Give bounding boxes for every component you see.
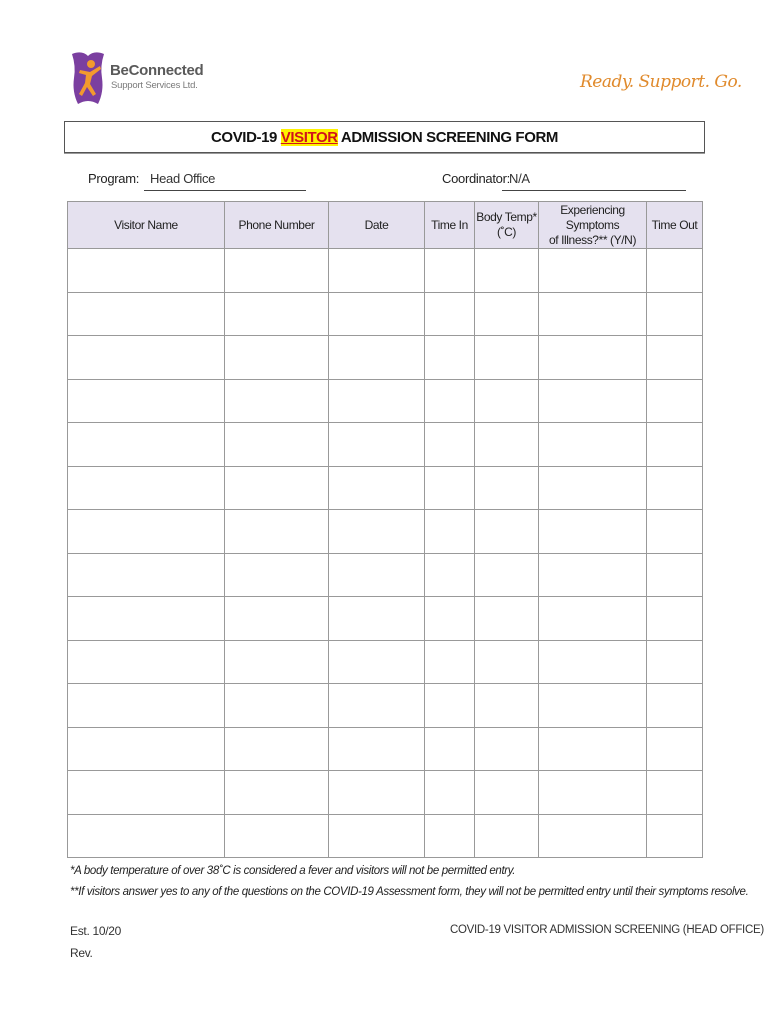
col-time-in: Time In bbox=[425, 202, 475, 249]
table-cell[interactable] bbox=[425, 336, 475, 380]
table-cell[interactable] bbox=[425, 553, 475, 597]
table-cell[interactable] bbox=[475, 510, 539, 554]
col-symptoms: Experiencing Symptoms of Illness?** (Y/N) bbox=[539, 202, 647, 249]
table-cell[interactable] bbox=[225, 466, 329, 510]
table-cell[interactable] bbox=[425, 249, 475, 293]
table-cell[interactable] bbox=[425, 510, 475, 554]
table-cell[interactable] bbox=[225, 249, 329, 293]
table-cell[interactable] bbox=[539, 814, 647, 858]
footer-established: Est. 10/20 bbox=[70, 924, 122, 938]
fever-note: *A body temperature of over 38˚C is considered a fever and visitors will not be permitted entry. bbox=[70, 865, 516, 877]
form-title bbox=[64, 121, 705, 153]
table-cell[interactable] bbox=[329, 771, 425, 815]
table-cell[interactable] bbox=[647, 379, 703, 423]
table-cell[interactable] bbox=[539, 379, 647, 423]
table-cell[interactable] bbox=[475, 727, 539, 771]
table-cell[interactable] bbox=[647, 466, 703, 510]
table-cell[interactable] bbox=[68, 249, 225, 293]
coordinator-label: Coordinator: bbox=[442, 171, 510, 186]
table-cell[interactable] bbox=[475, 640, 539, 684]
table-cell[interactable] bbox=[475, 379, 539, 423]
table-cell[interactable] bbox=[68, 292, 225, 336]
table-cell[interactable] bbox=[475, 597, 539, 641]
table-cell[interactable] bbox=[68, 597, 225, 641]
coordinator-underline bbox=[502, 190, 686, 191]
col-visitor-name: Visitor Name bbox=[68, 202, 225, 249]
footer-revised: Rev. bbox=[70, 946, 93, 960]
table-cell[interactable] bbox=[329, 597, 425, 641]
table-cell[interactable] bbox=[539, 771, 647, 815]
table-cell[interactable] bbox=[225, 336, 329, 380]
table-row bbox=[68, 640, 703, 684]
table-cell[interactable] bbox=[225, 510, 329, 554]
table-cell[interactable] bbox=[539, 553, 647, 597]
table-cell[interactable] bbox=[225, 597, 329, 641]
table-cell[interactable] bbox=[225, 423, 329, 467]
table-cell[interactable] bbox=[539, 423, 647, 467]
col-phone-number: Phone Number bbox=[225, 202, 329, 249]
table-cell[interactable] bbox=[68, 466, 225, 510]
table-row bbox=[68, 510, 703, 554]
slogan: Ready. Support. Go. bbox=[580, 72, 742, 92]
table-row bbox=[68, 597, 703, 641]
table-row bbox=[68, 814, 703, 858]
table-cell[interactable] bbox=[647, 771, 703, 815]
title-suffix: ADMISSION SCREENING FORM bbox=[337, 128, 558, 146]
beconnected-logo-icon bbox=[68, 50, 108, 106]
table-cell[interactable] bbox=[539, 684, 647, 728]
table-cell[interactable] bbox=[475, 336, 539, 380]
table-cell[interactable] bbox=[225, 814, 329, 858]
col-body-temp: Body Temp* (˚C) bbox=[475, 202, 539, 249]
table-cell[interactable] bbox=[475, 466, 539, 510]
table-row bbox=[68, 553, 703, 597]
coordinator-value[interactable]: N/A bbox=[509, 171, 530, 186]
table-cell[interactable] bbox=[475, 771, 539, 815]
table-cell[interactable] bbox=[68, 336, 225, 380]
col-date: Date bbox=[329, 202, 425, 249]
table-cell[interactable] bbox=[647, 727, 703, 771]
table-header-row bbox=[68, 202, 703, 249]
table-cell[interactable] bbox=[68, 640, 225, 684]
table-cell[interactable] bbox=[647, 249, 703, 293]
table-cell[interactable] bbox=[329, 336, 425, 380]
col-time-out: Time Out bbox=[647, 202, 703, 249]
table-cell[interactable] bbox=[647, 553, 703, 597]
table-cell[interactable] bbox=[68, 771, 225, 815]
table-cell[interactable] bbox=[68, 379, 225, 423]
table-cell[interactable] bbox=[425, 466, 475, 510]
table-cell[interactable] bbox=[425, 771, 475, 815]
table-row bbox=[68, 379, 703, 423]
table-cell[interactable] bbox=[225, 727, 329, 771]
footer-document-name: COVID-19 VISITOR ADMISSION SCREENING (HEAD OFFICE) bbox=[450, 924, 764, 936]
table-cell[interactable] bbox=[539, 336, 647, 380]
table-cell[interactable] bbox=[539, 466, 647, 510]
table-cell[interactable] bbox=[329, 423, 425, 467]
table-cell[interactable] bbox=[425, 597, 475, 641]
table-cell[interactable] bbox=[329, 640, 425, 684]
program-underline bbox=[144, 190, 306, 191]
table-cell[interactable] bbox=[425, 423, 475, 467]
table-cell[interactable] bbox=[329, 684, 425, 728]
table-cell[interactable] bbox=[475, 814, 539, 858]
table-cell[interactable] bbox=[475, 249, 539, 293]
table-cell[interactable] bbox=[329, 249, 425, 293]
table-row bbox=[68, 466, 703, 510]
table-cell[interactable] bbox=[225, 379, 329, 423]
table-cell[interactable] bbox=[68, 814, 225, 858]
table-cell[interactable] bbox=[539, 727, 647, 771]
table-cell[interactable] bbox=[425, 379, 475, 423]
table-cell[interactable] bbox=[647, 684, 703, 728]
table-cell[interactable] bbox=[425, 640, 475, 684]
table-row bbox=[68, 423, 703, 467]
table-cell[interactable] bbox=[539, 510, 647, 554]
title-prefix: COVID-19 bbox=[211, 128, 281, 146]
table-row bbox=[68, 249, 703, 293]
table-cell[interactable] bbox=[425, 814, 475, 858]
table-cell[interactable] bbox=[425, 727, 475, 771]
table-cell[interactable] bbox=[425, 684, 475, 728]
table-cell[interactable] bbox=[68, 423, 225, 467]
table-cell[interactable] bbox=[68, 727, 225, 771]
table-cell[interactable] bbox=[647, 814, 703, 858]
table-cell[interactable] bbox=[329, 292, 425, 336]
table-cell[interactable] bbox=[329, 379, 425, 423]
table-cell[interactable] bbox=[329, 814, 425, 858]
table-cell[interactable] bbox=[647, 292, 703, 336]
table-cell[interactable] bbox=[425, 292, 475, 336]
table-row bbox=[68, 336, 703, 380]
assessment-note: **If visitors answer yes to any of the questions on the COVID-19 Assessment form, they will not be permitted entry until their symptoms resolve. bbox=[70, 886, 749, 898]
table-row bbox=[68, 727, 703, 771]
table-cell[interactable] bbox=[647, 336, 703, 380]
table-cell[interactable] bbox=[647, 597, 703, 641]
table-cell[interactable] bbox=[475, 292, 539, 336]
table-cell[interactable] bbox=[475, 684, 539, 728]
table-cell[interactable] bbox=[68, 553, 225, 597]
table-cell[interactable] bbox=[225, 640, 329, 684]
table-cell[interactable] bbox=[539, 292, 647, 336]
table-cell[interactable] bbox=[329, 727, 425, 771]
table-row bbox=[68, 771, 703, 815]
table-cell[interactable] bbox=[329, 510, 425, 554]
company-logo bbox=[68, 50, 204, 108]
program-label: Program: bbox=[88, 171, 140, 186]
table-cell[interactable] bbox=[225, 553, 329, 597]
logo-name: BeConnected bbox=[110, 62, 204, 79]
title-highlight: VISITOR bbox=[280, 128, 338, 146]
table-cell[interactable] bbox=[647, 510, 703, 554]
table-cell[interactable] bbox=[68, 684, 225, 728]
table-cell[interactable] bbox=[68, 510, 225, 554]
table-cell[interactable] bbox=[225, 684, 329, 728]
table-cell[interactable] bbox=[225, 292, 329, 336]
table-cell[interactable] bbox=[647, 423, 703, 467]
table-cell[interactable] bbox=[225, 771, 329, 815]
logo-tagline: Support Services Ltd. bbox=[111, 80, 198, 91]
table-row bbox=[68, 684, 703, 728]
table-cell[interactable] bbox=[647, 640, 703, 684]
program-value[interactable]: Head Office bbox=[150, 171, 216, 186]
table-cell[interactable] bbox=[539, 249, 647, 293]
table-cell[interactable] bbox=[329, 553, 425, 597]
table-cell[interactable] bbox=[475, 423, 539, 467]
visitor-log-table bbox=[67, 201, 703, 858]
table-row bbox=[68, 292, 703, 336]
table-cell[interactable] bbox=[475, 553, 539, 597]
table-cell[interactable] bbox=[539, 597, 647, 641]
table-cell[interactable] bbox=[539, 640, 647, 684]
table-cell[interactable] bbox=[329, 466, 425, 510]
